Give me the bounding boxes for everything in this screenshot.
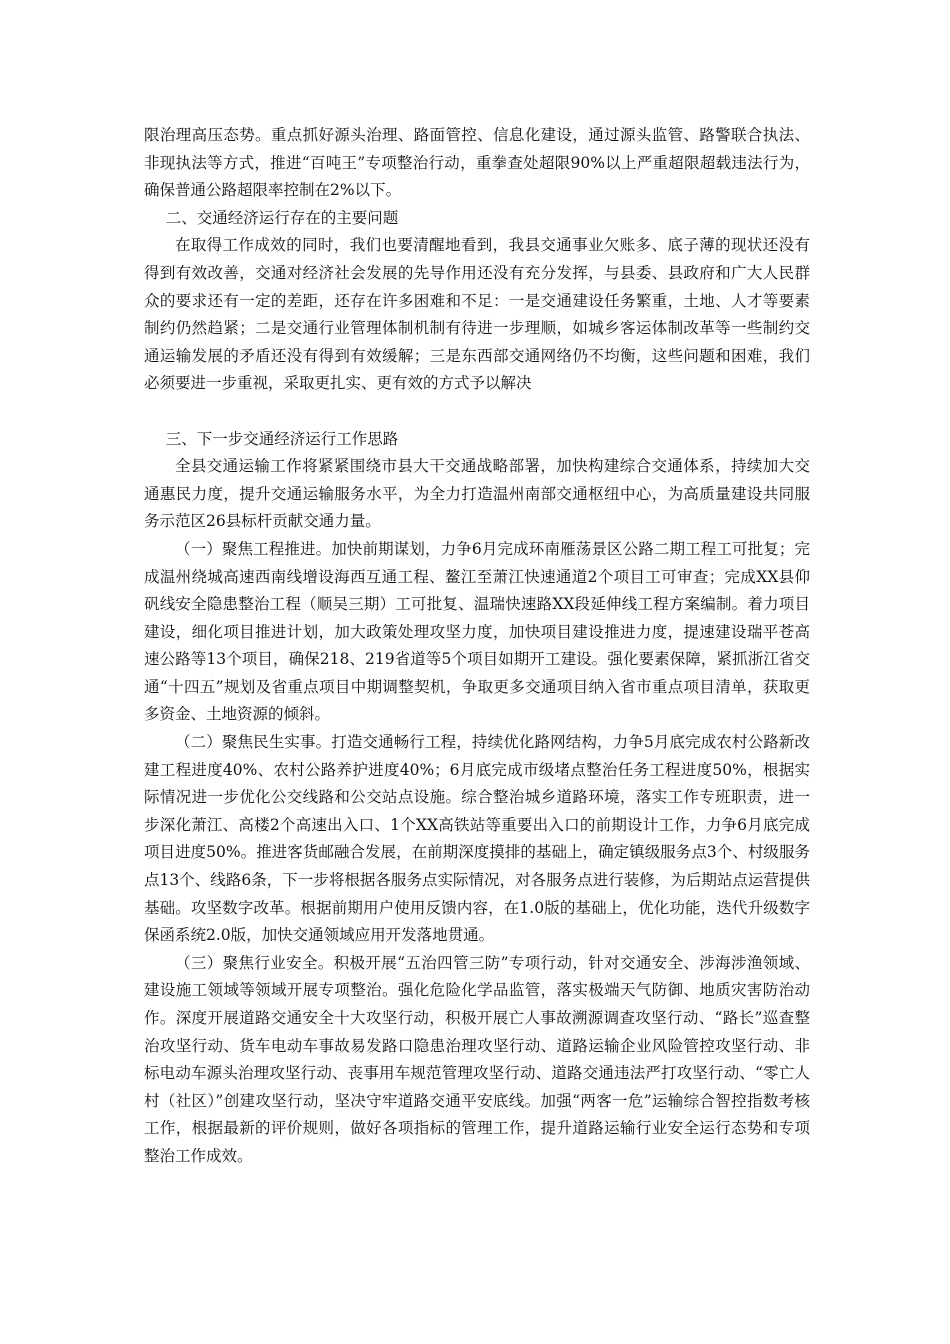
paragraph-spacer [144,398,810,426]
section-heading-next-steps: 三、下一步交通经济运行工作思路 [165,429,399,448]
paragraph-problems: 在取得工作成效的同时，我们也要清醒地看到，我县交通事业欠账多、底子薄的现状还没有得到有效改善，交通对经济社会发展的先导作用还没有充分发挥，与县委、县政府和广大人民群众的要求还有一定的差距，还存在许多困难和不足：一是交通建设任务繁重，土地、人才等要素制约仍然趋紧；二是交通行业管理体制机制有待进一步理顺，如城乡客运体制改革等一些制约交通运输发展的矛盾还没有得到有效缓解；三是东西部交通网络仍不均衡，这些问题和困难，我们必须要进一步重视，采取更扎实、更有效的方式予以解决 [144,236,810,393]
paragraph-safety: （三）聚焦行业安全。积极开展“五治四管三防”专项行动，针对交通安全、涉海涉渔领域、建设施工领域等领域开展专项整治。强化危险化学品监管，落实极端天气防御、地质灾害防治动作。深度开展道路交通安全十大攻坚行动，积极开展亡人事故溯源调查攻坚行动、“路长”巡查整治攻坚行动、货车电动车事故易发路口隐患治理攻坚行动、道路运输企业风险管控攻坚行动、非标电动车源头治理攻坚行动、丧事用车规范管理攻坚行动、道路交通违法严打攻坚行动、“零亡人村（社区）”创建攻坚行动，坚决守牢道路交通平安底线。加强“两客一危”运输综合智控指数考核工作，根据最新的评价规则，做好各项指标的管理工作，提升道路运输行业安全运行态势和专项整治工作成效。 [144,953,810,1165]
paragraph-livelihood: （二）聚焦民生实事。打造交通畅行工程，持续优化路网结构，力争5月底完成农村公路新改建工程进度40%、农村公路养护进度40%；6月底完成市级堵点整治任务工程进度50%，根据实际情况进一步优化公交线路和公交站点设施。综合整治城乡道路环境，落实工作专班职责，进一步深化萧江、高楼2个高速出入口、1个XX高铁站等重要出入口的前期设计工作，力争6月底完成项目进度50%。推进客货邮融合发展，在前期深度摸排的基础上，确定镇级服务点3个、村级服务点13个、线路6条，下一步将根据各服务点实际情况，对各服务点进行装修，为后期站点运营提供基础。攻坚数字改革。根据前期用户使用反馈内容，在1.0版的基础上，优化功能，迭代升级数字保函系统2.0版，加快交通领域应用开发落地贯通。 [144,733,810,945]
paragraph-overview: 全县交通运输工作将紧紧围绕市县大干交通战略部署，加快构建综合交通体系，持续加大交通惠民力度，提升交通运输服务水平，为全力打造温州南部交通枢纽中心，为高质量建设共同服务示范区26县标杆贡献交通力量。 [144,457,810,531]
section-heading-problems: 二、交通经济运行存在的主要问题 [165,208,399,227]
document-body [144,122,810,1171]
paragraph-overload-control: 限治理高压态势。重点抓好源头治理、路面管控、信息化建设，通过源头监管、路警联合执法、非现执法等方式，推进“百吨王”专项整治行动，重拳查处超限90%以上严重超限超载违法行为，确保普通公路超限率控制在2%以下。 [144,126,810,200]
paragraph-engineering: （一）聚焦工程推进。加快前期谋划，力争6月完成环南雁荡景区公路二期工程工可批复；完成温州绕城高速西南线增设海西互通工程、鳌江至萧江快速通道2个项目工可审查；完成XX县仰矾线安全隐患整治工程（顺吴三期）工可批复、温瑞快速路XX段延伸线工程方案编制。着力项目建设，细化项目推进计划，加大政策处理攻坚力度，加快项目建设推进力度，提速建设瑞平苍高速公路等13个项目，确保218、219省道等5个项目如期开工建设。强化要素保障，紧抓浙江省交通“十四五”规划及省重点项目中期调整契机，争取更多交通项目纳入省市重点项目清单，获取更多资金、土地资源的倾斜。 [144,539,810,724]
